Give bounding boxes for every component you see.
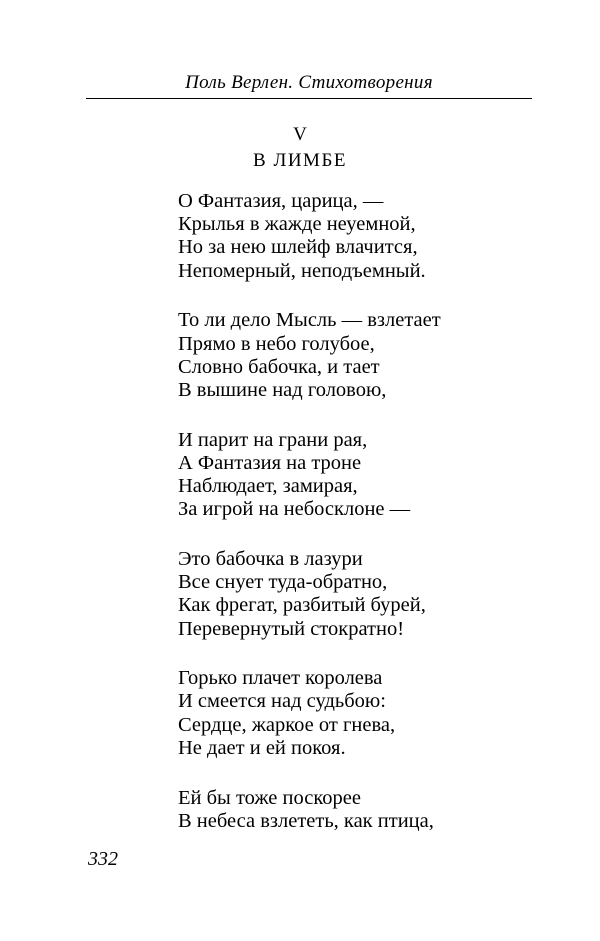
poem-line: Как фрегат, разбитый бурей,: [178, 594, 426, 617]
poem-line: В вышине над головою,: [178, 378, 387, 401]
poem-number: V: [293, 124, 307, 145]
poem-line: О Фантазия, царица, —: [178, 190, 384, 212]
poem-line: Словно бабочка, и тает: [178, 355, 380, 378]
poem-line: Не дает и ей покоя.: [178, 736, 346, 759]
header-rule: [86, 98, 532, 99]
page-number: 332: [88, 848, 118, 870]
poem-line: И смеется над судьбою:: [178, 690, 386, 713]
poem-line: Но за нею шлейф влачится,: [178, 236, 418, 259]
poem-line: Перевернутый стократно!: [178, 617, 405, 640]
poem-line: А Фантазия на троне: [178, 451, 362, 474]
poem-line: В небеса взлететь, как птица,: [178, 809, 434, 832]
poem-line: За игрой на небосклоне —: [178, 498, 411, 521]
poem-line: Все снует туда-обратно,: [178, 571, 388, 594]
poem-line: Сердце, жаркое от гнева,: [178, 713, 396, 736]
poem-line: Крылья в жажде неуемной,: [178, 213, 416, 236]
stanza: [178, 429, 498, 522]
running-head: Поль Верлен. Стихотворения: [185, 72, 433, 93]
poem-line: Прямо в небо голубое,: [178, 332, 375, 355]
poem-line: И парит на грани рая,: [178, 428, 368, 451]
poem-line: Наблюдает, замирая,: [178, 475, 358, 498]
poem-line: Это бабочка в лазури: [178, 547, 363, 570]
poem-title: В ЛИМБЕ: [253, 150, 347, 171]
stanza: [178, 787, 498, 833]
poem-line: То ли дело Мысль — взлетает: [178, 309, 441, 332]
poem-line: Ей бы тоже поскорее: [178, 786, 361, 809]
poem-body: [178, 190, 498, 859]
poem-line: Непомерный, неподъемный.: [178, 259, 426, 282]
stanza: [178, 309, 498, 402]
stanza: [178, 190, 498, 283]
poem-line: Горько плачет королева: [178, 667, 383, 690]
stanza: [178, 667, 498, 760]
stanza: [178, 548, 498, 641]
